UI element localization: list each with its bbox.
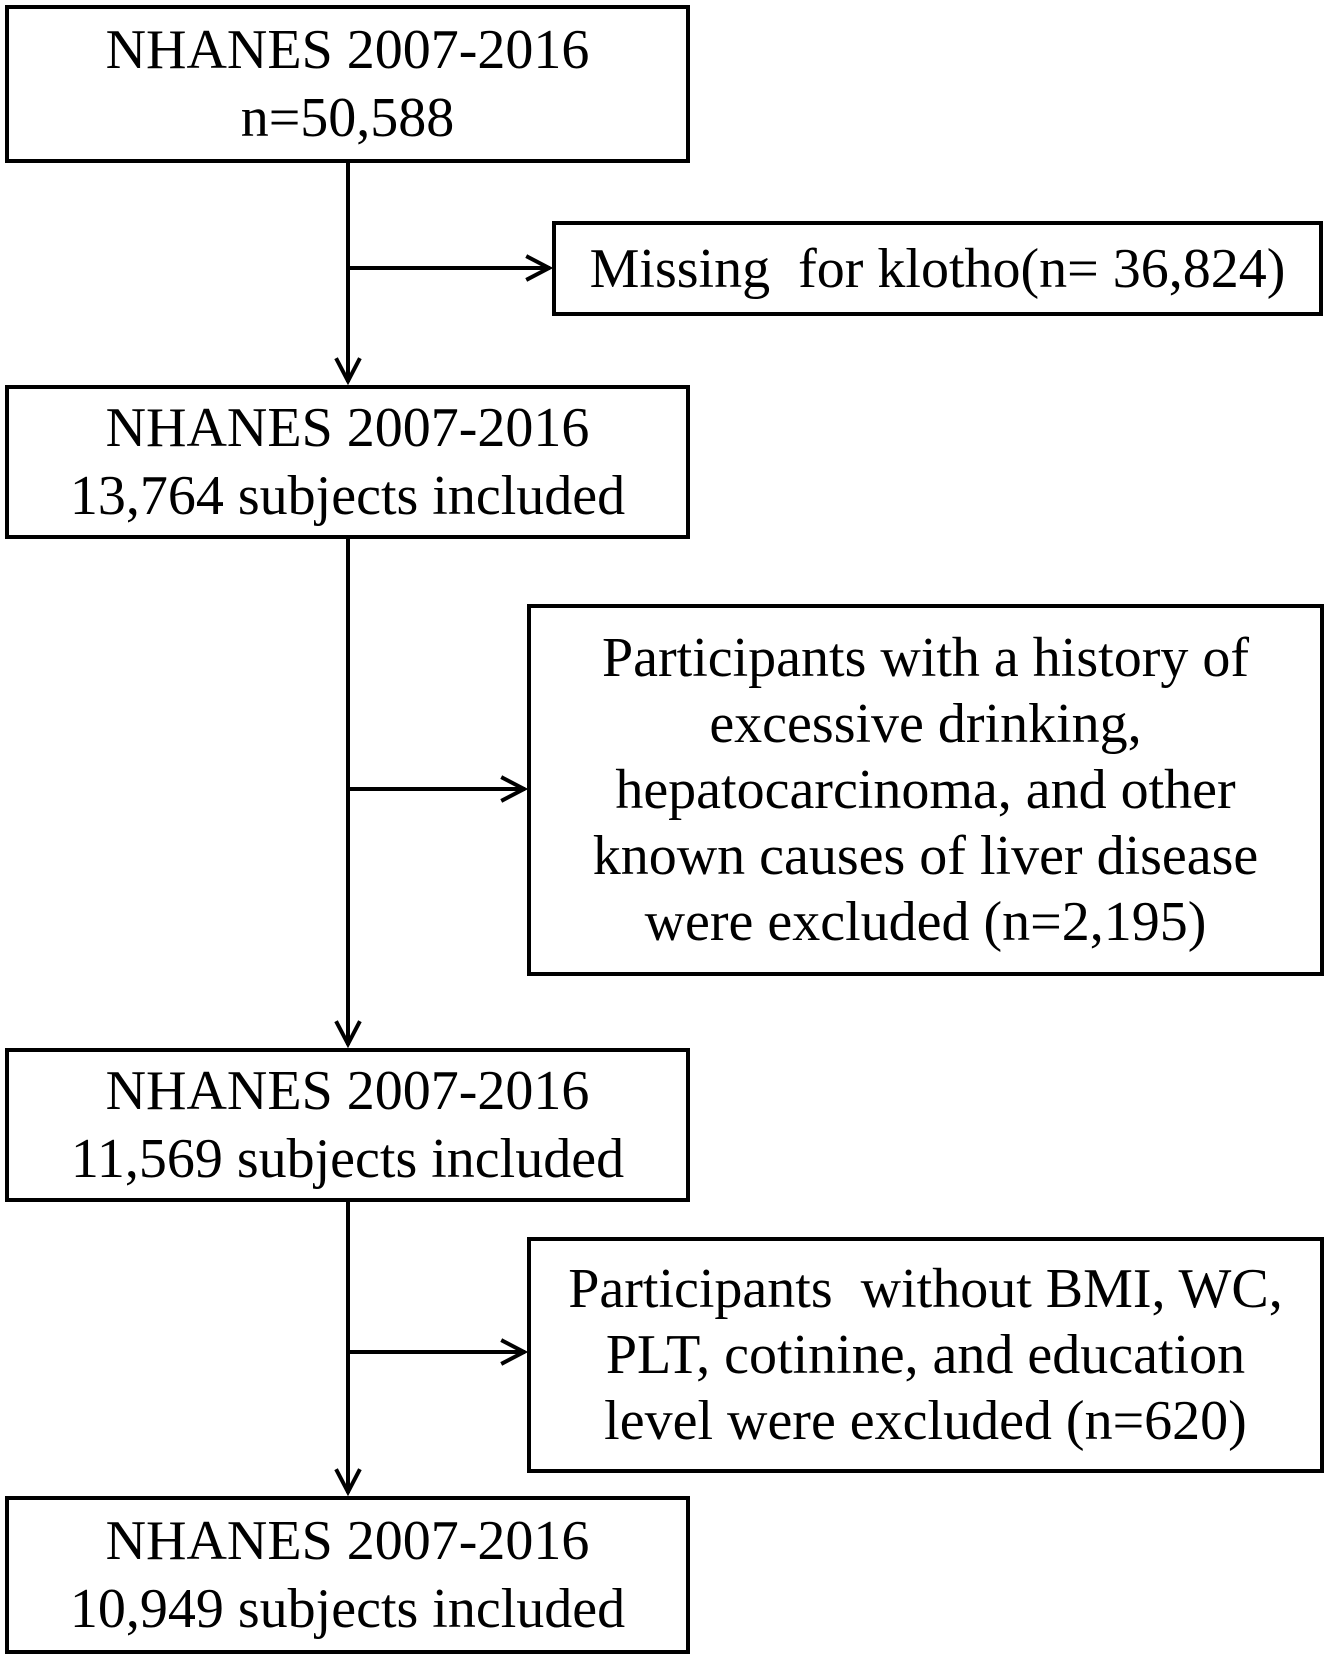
final-title: NHANES 2007-2016 [105, 1510, 590, 1572]
final-count: 10,949 subjects included [69, 1578, 626, 1640]
exclusion-box-klotho [552, 221, 1323, 316]
included-box-13764 [5, 385, 690, 539]
exclusion-box-bmi [527, 1237, 1324, 1473]
exclusion-bmi-line-1: Participants without BMI, WC, [568, 1258, 1283, 1320]
final-box [5, 1496, 690, 1654]
included-11569-title: NHANES 2007-2016 [105, 1060, 590, 1122]
start-box [5, 5, 690, 163]
included-13764-title: NHANES 2007-2016 [105, 397, 590, 459]
exclusion-bmi-line-3: level were excluded (n=620) [604, 1390, 1247, 1452]
exclusion-liver-line-4: known causes of liver disease [592, 825, 1259, 887]
exclusion-box-liver [527, 604, 1324, 976]
included-13764-count: 13,764 subjects included [69, 465, 626, 527]
exclusion-liver-line-2: excessive drinking, [709, 693, 1142, 755]
exclusion-bmi-line-2: PLT, cotinine, and education [605, 1324, 1246, 1386]
exclusion-liver-line-5: were excluded (n=2,195) [644, 891, 1207, 953]
included-11569-count: 11,569 subjects included [70, 1128, 625, 1190]
exclusion-klotho-text: Missing for klotho(n= 36,824) [589, 237, 1286, 300]
exclusion-liver-line-3: hepatocarcinoma, and other [615, 759, 1236, 821]
start-title: NHANES 2007-2016 [105, 19, 590, 81]
start-count: n=50,588 [240, 87, 455, 149]
exclusion-liver-line-1: Participants with a history of [601, 627, 1249, 689]
included-box-11569 [5, 1048, 690, 1202]
